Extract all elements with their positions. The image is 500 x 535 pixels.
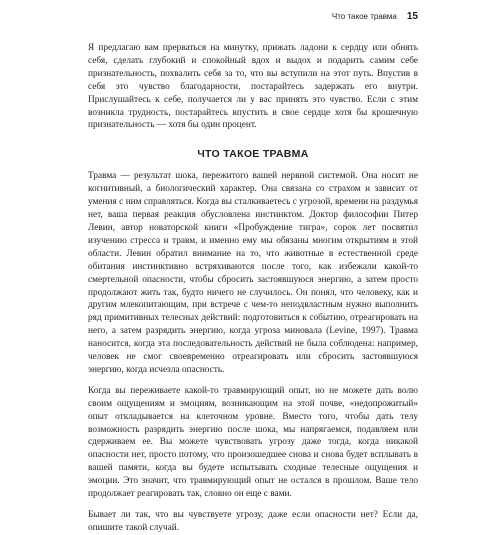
body-text <box>88 42 418 535</box>
intro-paragraph: Я предлагаю вам прерваться на минутку, прижать ладони к сердцу или обнять себя, сделать глубокий и спокойный вдох и выдох и подарить самим себе признательность, похвалить себя за то, что вы вступили на этот путь. Впустив в себя это чувство благодарности, постарайтесь задержать его внутри. Прислушайтесь к себе, получается ли у вас принять это чувство. Если с этим возникла трудность, постарайтесь впустить в свое сердце хотя бы крошечную признательность — хотя бы один процент. <box>88 43 418 131</box>
body-paragraph-3: Бывает ли так, что вы чувствуете угрозу, даже если опасности нет? Если да, опишите такой случай. <box>88 510 418 533</box>
page-number: 15 <box>406 11 418 22</box>
body-paragraph-2: Когда вы переживаете какой-то травмирующий опыт, но не можете дать волю своим ощущениям и эмоциям, возникающим на этой почве, «недопрожитый» опыт откладывается на клеточном уровне. Вместо того, чтобы дать телу возможность разрядить энергию после шока, мы напрягаемся, подавляем или сдерживаем ее. Вы можете чувствовать угрозу даже тогда, когда никакой опасности нет, просто потому, что произошедшее снова и снова будет всплывать в вашей памяти, когда вы будете испытывать сходные телесные ощущения и эмоции. Это значит, что травмирующий опыт не остался в прошлом. Ваше тело продолжает реагировать так, словно он еще с вами. <box>88 385 418 500</box>
page-header <box>88 11 418 25</box>
section-heading: ЧТО ТАКОЕ ТРАВМА <box>197 148 309 161</box>
body-paragraph-1: Травма — результат шока, пережитого вашей нервной системой. Она носит не когнитивный, а биологический характер. Она связана со страхом и зависит от умения с ним справляться. Когда вы сталкиваетесь с угрозой, времени на раздумья нет, ваша первая реакция обусловлена инстинктом. Доктор философии Питер Левин, автор новаторской книги «Пробуждение тигра», сорок лет посвятил изучению стресса и травм, и именно ему мы обязаны многим открытиям в этой области. Левин обратил внимание на то, что животные в естественной среде обитания инстинктивно встряхиваются после того, как избежали какой-то смертельной опасности, чтобы сбросить застоявшуюся энергию, а затем просто продолжают жить так, будто ничего не случилось. Он понял, что человеку, как и другим млекопитающим, при встрече с чем-то неподвластным нужно выполнить ряд примитивных телесных действий: подготовиться к событию, отреагировать на него, а затем разрядить энергию, когда угроза миновала (Levine, 1997). Травма наносится, когда эта последовательность действий не была соблюдена: например, человек не смог своевременно отреагировать или сбросить застоявшуюся энергию, когда исчезла опасность. <box>88 171 418 375</box>
running-title: Что такое травма <box>331 12 397 21</box>
